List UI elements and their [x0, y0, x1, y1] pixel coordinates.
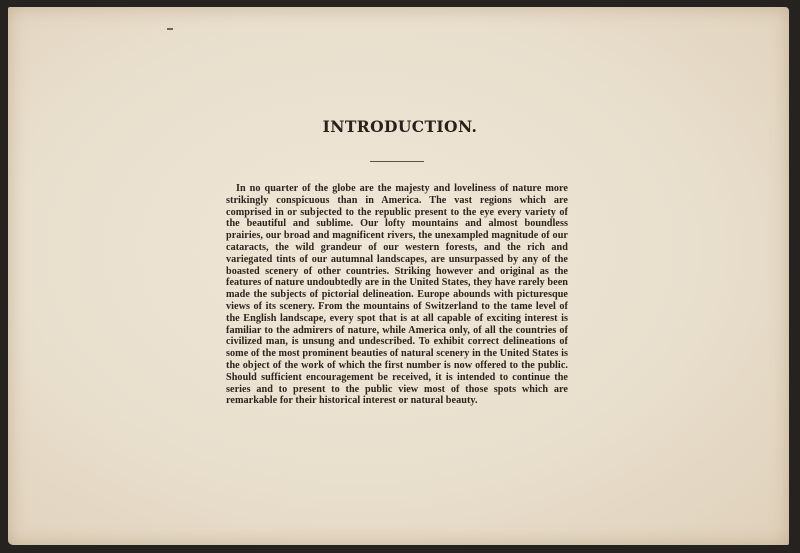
page-title: INTRODUCTION.	[322, 117, 478, 136]
introduction-paragraph: In no quarter of the globe are the majesty and loveliness of nature more strikingly conspicuous than in America. The vast regions which are comprised in or subjected to the republic present to the eye every variety of the beautiful and sublime. Our lofty mountains and almost boundless prairies, our broad and magnificent rivers, the unexampled magnitude of our cataracts, the wild grandeur of our western forests, and the rich and variegated tints of our autumnal landscapes, are unsurpassed by any of the boasted scenery of other countries. Striking however and original as the features of nature undoubtedly are in the United States, they have rarely been made the subjects of pictorial delineation. Europe abounds with picturesque views of its scenery. From the mountains of Switzerland to the tame level of the English landscape, every spot that is at all capable of exciting interest is familiar to the admirers of nature, while America only, of all the countries of civilized man, is unsung and undescribed. To exhibit correct delineations of some of the most prominent beauties of natural scenery in the United States is the object of the work of which the first number is now offered to the public. Should sufficient encouragement be received, it is intended to continue the series and to present to the public view most of those spots which are remarkable for their historical interest or natural beauty.	[226, 183, 568, 407]
ink-mark	[167, 28, 173, 30]
title-divider	[370, 161, 424, 162]
